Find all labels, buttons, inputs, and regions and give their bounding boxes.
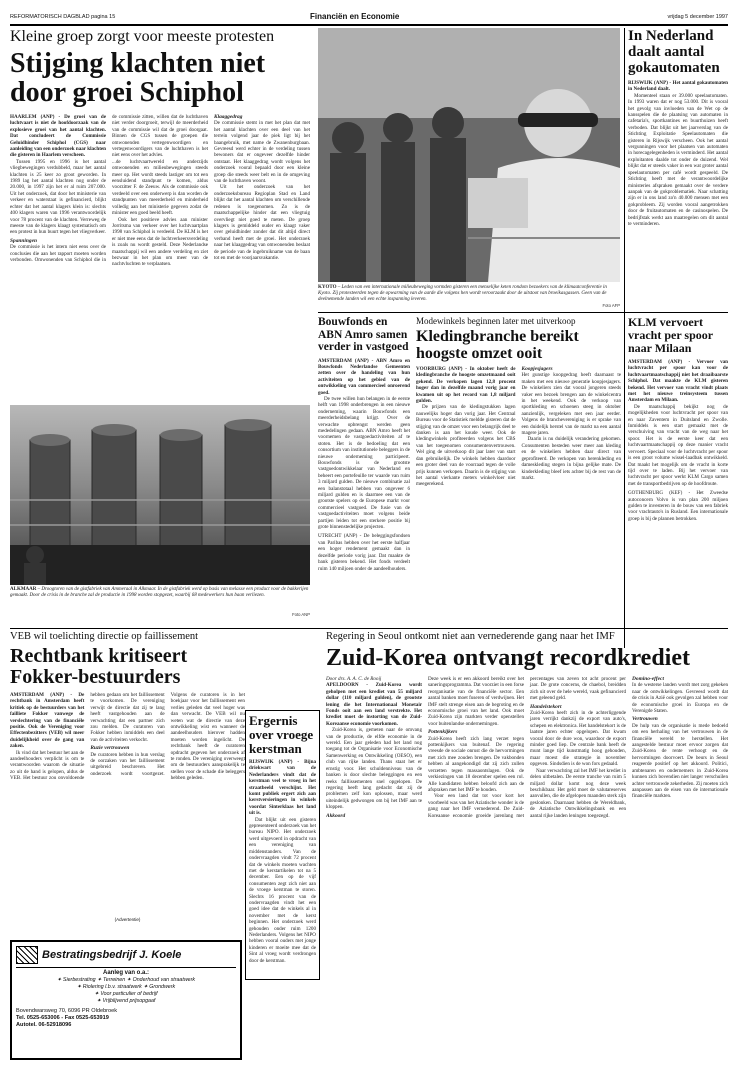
schiphol-subhead: Klaaggedrag [214,114,243,120]
schiphol-paragraph: De commissie stemt in met het plan dat met het aantal klachten over een deel van het terrein volgend jaar de piek ligt bij het baangebruik, met name de Zwanenburgbaan. Gevreesd werd echter in de verdeling tussen bewoners dat er ongeveer dezelfde hinder ontstaat. Het klaaggedrag wordt volgens het onderzoek vooral bepaald door een kleine groep die steeds weer belt en in de omgeving van de luchthaven woont. [214,120,310,185]
zuid-korea-subhead: Pottenkijkers [428,729,458,736]
bouwfonds-lead: AMSTERDAM (ANP) - ABN Amro en Bouwfonds Nederlandse Gemeenten zetten over de handeling van hun activiteiten op het gebied van de ontwikkeling van commercieel onroerend goed. [318,357,410,396]
kyoto-protest-illustration [318,28,620,282]
kyoto-photo [318,28,620,282]
veb-kicker: VEB wil toelichting directie op faillissement [10,631,199,642]
kyoto-photo-credit: Foto AFP [602,303,620,308]
ad-service-item: ✦ Vrijblijvend prijsopgaaf [96,998,156,1004]
masthead-section: Financiën en Economie [310,12,400,21]
zuid-korea-subhead: Akkoord [326,812,346,819]
article-bouwfonds [318,316,410,646]
ad-header [16,946,236,968]
ad-logo-icon [16,946,38,964]
ad-tagline: Aanleg van o.a.: [102,970,149,976]
klm-headline: KLM vervoert vracht per spoor naar Milaan [628,315,713,355]
kledingbranche-kicker: Modewinkels beginnen later met uitverkoop [416,316,576,326]
right-column-rule [624,28,625,648]
kledingbranche-paragraph: De prijzen van de kledingstukken lagen nauwelijks hoger dan vorig jaar. Het Centraal Bureau voor de Statistiek meldde gisteren dat de stijging van de omzet voor een belangrijk deel te danken is aan het koude weer. Ook de kledingwinkels profiteerden volgens het CBS van het toegenomen consumentenvertrouwen. Wel ging de uitverkoop dit jaar later van start dan gebruikelijk. De winkels hebben daardoor een groter deel van de voorraad tegen de volle prijs kunnen verkopen. Daarin is de stijging van het aantal vierkante meters winkelvloer niet meegerekend. [416,404,516,488]
advertisement-label: (Advertentie) [114,917,141,922]
schiphol-headline: Stijging klachten niet door groei Schiphol [10,48,266,108]
klm-sub-lead: GOTHENBURG (KEF) - Het Zweedse autoconcern Volvo is van plan 200 miljoen gulden te investeren in de bouw van een fabriek voor vrachtauto's in Rusland. Een internationale groep is bij de plannen betrokken. [628,490,728,522]
alkmaar-caption-text: Droogtoren van de gistfabriek van Ammeraal in Alkmaar. In de gistfabriek werd op basis van melasse een product voor de bakkerijen gemaakt. Door de crisis in de branche zal de productie in 1998 worden stopgezet, waarbij 68 medewerkers hun baan verliezen. [10,587,309,598]
ad-service-item: ✦ Voor particulier of bedrijf [94,991,158,997]
schiphol-lead: HAARLEM (ANP) - De groei van de luchtvaart is niet de hoofdoorzaak van de explosieve groei van het aantal klachten. Dat concludeert de Commissie Geluidhinder Schiphol (CGS) naar aanleiding van een onderzoek naar klachten die gisteren in Haarlem verscheen. [10,114,106,159]
zuid-korea-subhead: Domino-effect [632,676,664,682]
ad-service-item: ✦ Onderhoud van straatwerk [126,977,196,983]
gokautomaten-lead: RIJSWIJK (ANP) - Het aantal gokautomaten in Nederland daalt. [628,80,728,93]
ad-address: Bovendwarsweg 70, 6096 PR Oldebroek [16,1008,118,1014]
zuid-korea-byline: Door drs. A. A. C. de Rooij [326,676,382,682]
advertisement-koele [10,940,242,1060]
bouwfonds-paragraph: De twee willen hun belangen in de eerste helft van 1998 onderbrengen in een nieuwe onderneming, waarin Bouwfonds een meerderheidsbelang krijgt. Over de verwachte opbrengst werden geen mededelingen gedaan. ABN Amro heeft het voornemen de vastgoedactiviteiten af te stoten. Het is de bedoeling dat een consortium van institutionele beleggers in de nieuwe onderneming participeert. Bouwfonds is de grootste vastgoedontwikkelaar van Nederland en beheert een portefeuille ter waarde van ruim 3 miljard gulden. De nieuwe combinatie zal een balanstotaal hebben van ongeveer 6 miljard gulden en is daarmee een van de grootste spelers op de Europese markt voor commercieel vastgoed. De fusie van de vastgoedactiviteiten moet volgens beide partijen leiden tot een sterkere positie bij grote binnenstedelijke projecten. [318,395,410,531]
klm-body [628,359,728,635]
masthead-date: vrijdag 5 december 1997 [667,14,728,20]
alkmaar-caption-dash: – [37,587,42,592]
ergernis-lead: RIJSWIJK (ANP) - Bijna driekwart van de Nederlanders vindt dat de kerstman veel te vroeg in het straatbeeld verschijnt. Het komt publiek ergert zich aan kerstversieringen in winkels voordat Sinterklaas het land uit is. [249,759,316,817]
zuid-korea-paragraph: Deze week is er een akkoord bereikt over het saneringsprogramma. Dat voorziet in een forse reorganisatie van de financiële sector. Een aantal banken moet fuseren of verdwijnen. Het IMF stelt strenge eisen aan de begroting en de economische groei van het land. Ook moet Zuid-Korea zijn markten verder openstellen voor buitenlandse ondernemingen. [428,676,524,727]
article-zuid-korea [326,631,728,1061]
veb-body [10,692,245,914]
ad-company-name: Bestratingsbedrijf J. Koele [42,949,182,961]
veb-lead: AMSTERDAM (ANP) - De rechtbank in Amsterdam heeft kritiek op de bestuurders van het failliete Fokker vanwege de verslechtering van de financiële positie. Ook de Vereniging voor Effectenbezitters (VEB) wil meer duidelijkheid over de gang van zaken. [10,692,85,750]
kyoto-caption-dash: – [337,285,342,290]
zuid-korea-paragraph: De hulp van de organisatie is mede bedoeld om een herhaling van het vertrouwen in de financiële wereld te herstellen. Het aangestelde bestuur moet ervoor zorgen dat Zuid-Korea de rente verhoogt en de hervormingen doorvoert. De beurs in Seoul reageerde positief op het akkoord. Politici, ambtenaren en ondernemers in Zuid-Korea kunnen zich bovendien niet langer verschuilen achter vertrouwde zekerheden. Zij moeten zich aanpassen aan de eisen van de internationale financiële markten. [632,722,728,800]
ad-service-item: ✦ Sierbestrating [56,977,96,983]
kyoto-caption-label: KYOTO [318,285,337,290]
zuid-korea-kicker: Regering in Seoul ontkomt niet aan vernederende gang naar het IMF [326,631,615,642]
alkmaar-caption [10,587,310,599]
masthead-paper-page: REFORMATORISCH DAGBLAD pagina 15 [10,14,116,20]
article-kledingbranche [416,316,621,646]
article-veb [10,631,245,941]
zuid-korea-paragraph: Naar verwachting zal het IMF het krediet in delen uitbetalen. De eerste tranche van ruim 5 miljard dollar komt nog deze week beschikbaar. Het geld moet de valutareserves aanvullen, die de afgelopen maanden sterk zijn geslonken. Daarnaast hebben de Wereldbank, de Aziatische Ontwikkelingsbank en een aantal rijke landen leningen toegezegd. [530,767,626,819]
gokautomaten-paragraph: Momenteel staan er 39.000 speelautomaten. In 1993 waren dat er nog 53.000. Dit is vooral het gevolg van invloeden van de Wet op de kansspelen die de plaatsing van automaten in cafetaria's, sportkantines en buurthuizen heeft verboden. Dat blijkt uit het jaarverslag van de Stichting Exploitatie Speelautomaten die gisteren in Rijswijk verscheen. Ook het aantal vergunningen voor het plaatsen van automaten in horecagelegenheden is verminderd. Het aantal exploitanten daalde tot onder de duizend. Wel blijkt dat er steeds vaker in een wat groter aantal speelautomaten per café wordt gespeeld. De Stichting heeft met de verantwoordelijke ministeries afspraken gemaakt over de verdere aanpak van de gokproblematiek. Naar schatting zijn er in ons land zo'n 40.000 mensen met een gokprobleem. Zij worden vooral aangetrokken door de fruitautomaten en de casinospelen. De bedrijfstak werkt aan maatregelen om dit aantal te verminderen. [628,92,728,227]
veb-paragraph: De curatoren hebben in hun verslag de oorzaken van het faillissement uitgebreid beschreven. Het onderzoek wordt voortgezet. Volgens de curatoren is in het boekjaar voor het faillissement een verlies geleden dat veel hoger was dan verwacht. De VEB wil nu weten wat de directie van deze ontwikkeling wist en wanneer de aandeelhouders hierover hadden moeten worden ingelicht. De rechtbank heeft de curatoren opdracht gegeven het onderzoek af te ronden. De vereniging overweegt om de bestuurders aansprakelijk te stellen voor de schade die beleggers hebben geleden. [90,692,245,782]
zuid-korea-headline: Zuid-Korea ontvangt recordkrediet [326,645,690,671]
gokautomaten-headline: In Nederland daalt aantal gokautomaten [628,28,720,76]
ad-phone: Tel. 0525-653006 - Fax 0525-653919 [16,1015,109,1021]
zuid-korea-paragraph: Voor een land dat tot voor kort het voorbeeld was van het Aziatische wonder is de gang naar het IMF vernederend. De Zuid-Koreaanse economie groeide jarenlang met percentages van zeven tot acht procent per jaar. De grote concerns, de chaebol, breidden zich uit over de hele wereld, vaak gefinancierd met geleend geld. [428,676,626,819]
masthead [10,12,728,24]
kledingbranche-body [416,366,621,628]
article-ergernis [245,710,320,980]
ad-mobile: Autotel. 06-52918096 [16,1022,72,1028]
ergernis-headline: Ergernis over vroege kerstman [249,713,314,756]
ad-contact [16,1008,236,1029]
article-gokautomaten [628,28,728,328]
zuid-korea-paragraph: Zuid-Korea is, gemeten naar de omvang van de productie, de elfde economie in de wereld. Een jaar geleden had het land nog toegang tot de Organisatie voor Economische Samenwerking en Ontwikkeling (OESO), een club van rijke landen. Thans staat het er ernstig voor. Het schuldenniveau van de banken is door slechte beleggingen en een reeks faillissementen snel opgelopen. De regering heeft lang gedacht dat zij de problemen zelf kon oplossen, maar werd uiteindelijk gedwongen om bij het IMF aan te kloppen. [326,727,422,811]
schiphol-paragraph: De commissie is het intern niet eens over de conclusies die aan het rapport moeten worden verbonden. Omwonenden van Schiphol die in de commissie zitten, willen dat de luchthaven niet verder doorgroeit, terwijl de meerderheid van de commissie wil dat de groei doorgaat. Binnen de CGS tussen de groepen die omwonenden vertegenwoordigen en vertegenwoordigers van de luchthaven is het niet eens over het advies. [10,114,208,263]
alkmaar-caption-label: ALKMAAR [10,587,37,592]
zuid-korea-paragraph: Zuid-Korea heeft zich lang verzet tegen pottenkijkers van buitenaf. De regering vreesde de sociale onrust die de hervormingen met zich mee zouden brengen. De vakbonden hebben al aangekondigd dat zij zich zullen verzetten tegen massaontslagen. Ook de verkiezingen van 18 december spelen een rol. Alle kandidaten hebben beloofd zich aan de afspraken met het IMF te houden. [428,735,524,793]
ergernis-paragraph: Dat blijkt uit een gisteren gepresenteerd onderzoek van het bureau NIPO. Het onderzoek werd uitgevoerd in opdracht van een vereniging van middenstanders. Van de ondervraagden vindt 72 procent dat de winkels moeten wachten met de kerstartikelen tot na 5 december. Een op de vijf consumenten zegt zich niet aan de vroege kerstman te storen. Slechts 16 procent van de ondervraagden vindt het een goed idee dat de winkels al in november met de kerst beginnen. Het onderzoek werd gehouden onder ruim 1200 Nederlanders. Volgens het NIPO hebben vooral ouders met jonge kinderen er moeite mee dat de Sint al vroeg wordt verdrongen door de kerstman. [249,816,316,964]
veb-subhead: Ruzie vertrouwen [90,745,130,752]
alkmaar-photo-credit: Foto ANP [292,612,310,617]
kledingbranche-paragraph: Het gunstige koopgedrag heeft daarnaast te maken met een nieuwe generatie koopjesjagers. De winkeliers zien dat vooral jongeren steeds vaker een bezoek brengen aan de winkelcentra in het weekend. Ook de verkoop van sportkleding en schoenen steeg in oktober aanzienlijk, vergeleken met een jaar eerder. Volgens de branchevereniging is er sprake van een duidelijk herstel van de markt na een aantal magere jaren. [521,372,621,437]
bouwfonds-headline: Bouwfonds en ABN Amro samen verder in vastgoed [318,316,409,353]
klm-lead: AMSTERDAM (ANP) - Vervoer van luchtvracht per spoor kan voor de luchtvaartmaatschappij niet het draaibaarste Schiphol. Dat maakte de KLM gisteren bekend. Het vervoer van vracht vindt plaats met het nieuwe treinsysteem tussen Amsterdam en Milaan. [628,359,728,404]
bouwfonds-sub-lead: UTRECHT (ANP) - De beleggingsfondsen van Paribas hebben over het eerste halfjaar een hoger rendement gemaakt dan in dezelfde periode vorig jaar. Dat maakte de bank gisteren bekend. Het fonds verdeelt ruim 140 miljoen onder de aandeelhouders. [318,533,410,572]
veb-paragraph: Ik vind dat het bestuur het aan de aandeelhouders verplicht is om te verantwoorden waarom de situatie zo uit de hand is gelopen, aldus de VEB. Het bestuur zou onvoldoende hebben gedaan om het faillissement te voorkomen. De vereniging verwijt de directie dat zij te lang heeft vastgehouden aan de verwachting dat een partner zich zou melden. De curatoren van Fokker hebben inmiddels een deel van de activiteiten verkocht. [10,692,165,782]
veb-headline: Rechtbank kritiseert Fokker-bestuurders [10,645,188,688]
zuid-korea-subhead: Handelstekort [530,703,562,710]
schiphol-paragraph: Uit het onderzoek van het onderzoeksbureau Regioplan Stad en Land blijkt dat het aantal klachten om verschillende redenen is toegenomen. Zo is de maatschappelijke hinder dat een vliegtuig overvliegt niet goed te meten. De groep klagers is gemiddeld ouder en klaagt vaker over geluidhinder zonder dat dit altijd direct verband heeft met de groei. Het onderzoek naar het klaaggedrag van omwonenden beslaat de periode van de ingebruikname van de baan tot en met de voorjaarsvakantie. [214,184,310,261]
ad-service-item: ✦ Terreinen [97,977,126,983]
schiphol-paragraph: Tussen 1995 en 1996 is het aantal vliegbewegingen verdubbeld, maar het aantal klachten is 25 keer zo groot geworden. In 1989 lag het aantal klachten nog onder de 20.000, in 1997 zijn het er al ruim 207.000. Uit het onderzoek, dat door het ministerie van verkeer en waterstaat is gefinancierd, blijkt echter dat het aantal klagers klein is: slechts 400 klagers waren van 1996 verantwoordelijk voor 78 procent van de klachten. Verreweg de meeste van de klagers klaagt systematisch om een protest in hun buurt tegen het vliegverkeer. [10,158,106,236]
gokautomaten-body [628,80,728,305]
kledingbranche-lead: VOORBURG (ANP) - In oktober heeft de kledingbranche de hoogste omzetmaand ooit gekend. De verkopen lagen 12,8 procent hoger dan in dezelfde maand vorig jaar en kwamen uit op het record van 1,8 miljard gulden. [416,366,516,405]
bouwfonds-body [318,358,410,626]
zuid-korea-subhead: Vertrouwen [632,716,658,723]
klm-top-rule [628,312,728,313]
ad-service-item: ✦ Grondwerk [143,984,176,990]
schiphol-paragraph: ...de luchtvaartwereld en anderzijds omwonenden en milieubewegingen steeds meer op. Het wordt steeds lastiger om tot een eensluidend standpunt te komen, aldus voorzitter F. de Zeeuw. Als de commissie ook verdeeld over een onderwerp is dan worden de standpunten van meerderheid en minderheid volledig aan het ministerie gegeven zodat de minister een goed beeld heeft. [112,158,208,217]
lower-section-rule [10,628,728,629]
kyoto-caption-text: Leden van een internationale milieubeweging vormden gisteren een menselijke keten rondom bezoekers van de klimaatconferentie in Kyoto. Zij protesteerden tegen de opwarming van de aarde die volgens hen wordt veroorzaakt door de uitstoot van broeikasgassen. Geen van de deelnemende landen wil een echte inspanning leveren. [318,285,607,302]
schiphol-subhead: Spanningen [10,237,37,244]
zuid-korea-paragraph: Zuid-Korea heeft zich in de achterliggende jaren verrijkt dankzij de export van auto's, schepen en elektronica. Het handelstekort is de laatste jaren echter opgelopen. Dat kwam vooral door de dure won, waardoor de export minder goed liep. De centrale bank heeft de munt lange tijd kunstmatig hoog gehouden, maar moest die strategie in november opgeven. Sindsdien is de won fors gedaald. [530,710,626,768]
klm-paragraph: De maatschappij bekijkt nog de mogelijkheden voor luchtvracht per spoor van en naar Zaventem in Duitsland en Zwolle. Inmiddels is een start gemaakt met de verschuiving van vracht van de weg naar het spoor. Het is de eerste keer dat een luchtvaartmaatschappij op deze manier vracht vervoert. Speciaal voor de luchtvracht per spoor is een groot volume wissel-laadbak ontwikkeld. Dat maakt het mogelijk om de vracht in korte tijd over te laden. Bij het vervoer van luchtvracht per spoor werkt KLM Cargo samen met de transportbedrijven op de hoofdroute. [628,403,728,487]
kledingbranche-headline: Kledingbranche bereikt hoogste omzet ooit [416,328,579,362]
zuid-korea-body [326,676,728,1048]
masthead-rule [10,24,728,26]
article-klm [628,316,728,646]
kledingbranche-subhead: Koopjesjagers [521,366,553,372]
zuid-korea-paragraph: In de westerse landen wordt met zorg gekeken naar de ontwikkelingen. Gevreesd wordt dat de crisis in Azië ook gevolgen zal hebben voor de economische groei in Europa en de Verenigde Staten. [632,682,728,715]
schiphol-kicker: Kleine groep zorgt voor meeste protesten [10,28,275,45]
ergernis-body [249,759,316,964]
zuid-korea-lead: APELDOORN - Zuid-Korea wordt geholpen met een krediet van 55 miljard dollar (110 miljard gulden), de grootste lening die het Internationaal Monetair Fonds ooit aan een land verstrekte. Het krediet moet de instorting van de Zuid-Koreaanse economie voorkomen. [326,682,422,727]
schiphol-paragraph: Ook het positieve advies aan minister Jorritsma van verkeer over het luchtvaartplan 1998 van Schiphol is verdeeld. De KLM is het er niet mee eens dat de luchtverkeersverdeling is zoals nu wordt gesteld. Deze Nederlandse maatschappij wil een andere verdeling en ziet bezwaar in het plan om meer van de nachtvluchten te verplaatsen. [112,216,208,268]
kledingbranche-paragraph: Daarin is nu duidelijk verandering gekomen. Consumenten besteden weer meer aan kleding en de winkeliers hebben daar direct van geprofiteerd. De verkopen van herenkleding en dameskleding stegen in bijna gelijke mate. De kinderkleding bleef iets achter bij de rest van de markt. [521,436,621,481]
ad-service-item: ✦ Riolering l.b.v. straatwerk [76,984,142,990]
alkmaar-photo [10,405,310,585]
ad-services [16,977,236,1005]
schiphol-body [10,114,310,339]
kyoto-caption [318,285,620,303]
factory-towers-illustration [10,405,310,585]
